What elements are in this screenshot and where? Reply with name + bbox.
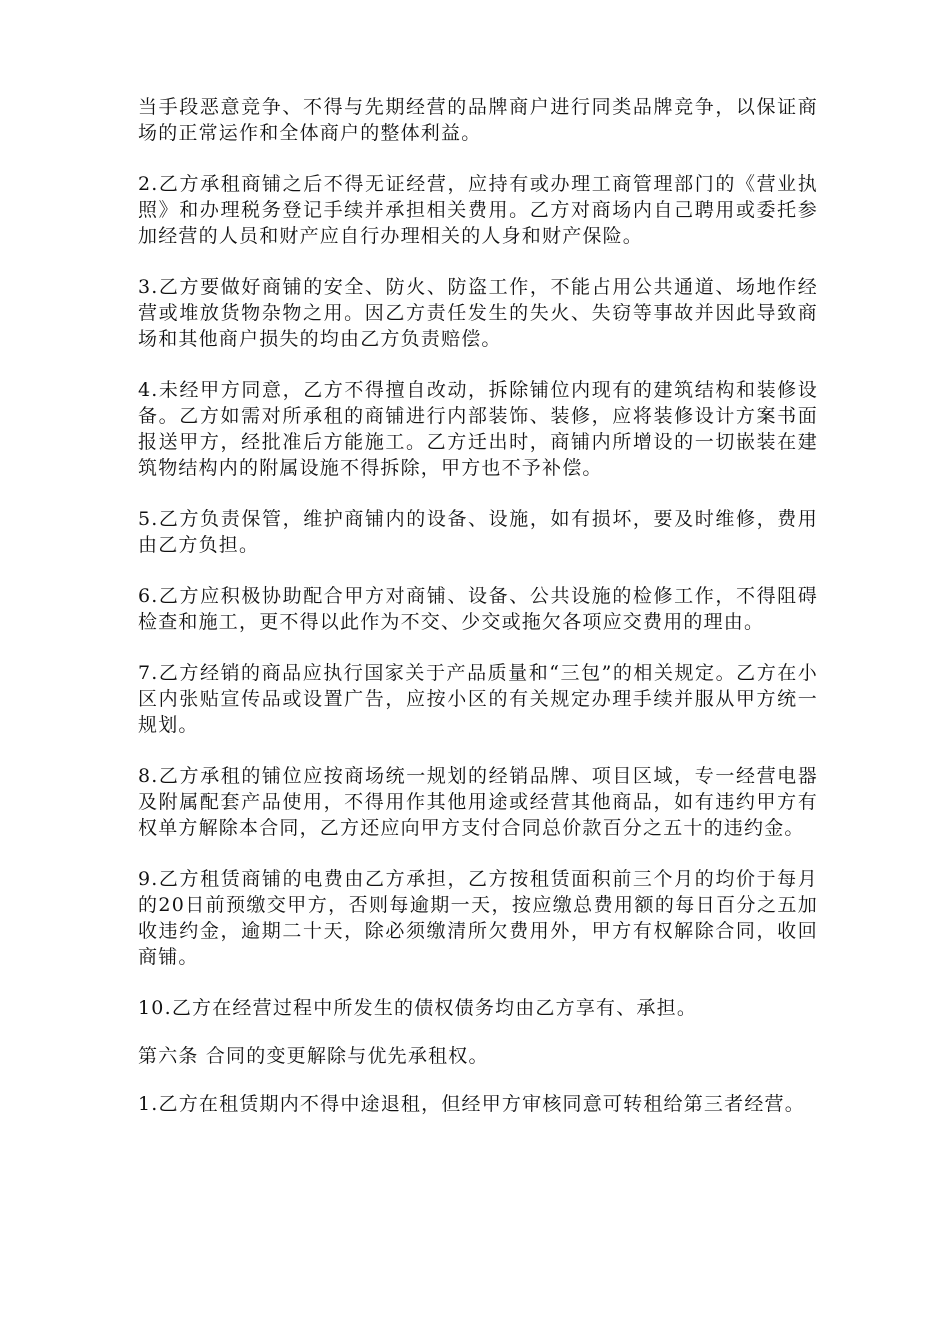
paragraph-clause-8: 8.乙方承租的铺位应按商场统一规划的经销品牌、项目区域，专一经营电器及附属配套产品使用，不得用作其他用途或经营其他商品，如有违约甲方有权单方解除本合同，乙方还应向甲方支付合同总价款百分之五十的违约金。: [138, 765, 818, 839]
document-body: [138, 94, 818, 1142]
paragraph-clause-4: 4.未经甲方同意，乙方不得擅自改动，拆除铺位内现有的建筑结构和装修设备。乙方如需对所承租的商铺进行内部装饰、装修，应将装修设计方案书面报送甲方，经批准后方能施工。乙方迁出时，商铺内所增设的一切嵌装在建筑物结构内的附属设施不得拆除，甲方也不予补偿。: [138, 379, 818, 479]
paragraph-clause-9: 9.乙方租赁商铺的电费由乙方承担，乙方按租赁面积前三个月的均价于每月的20日前预缴交甲方，否则每逾期一天，按应缴总费用额的每日百分之五加收违约金，逾期二十天，除必须缴清所欠费用外，甲方有权解除合同，收回商铺。: [138, 868, 818, 968]
paragraph-clause-6: 6.乙方应积极协助配合甲方对商铺、设备、公共设施的检修工作，不得阻碍检查和施工，更不得以此作为不交、少交或拖欠各项应交费用的理由。: [138, 585, 818, 633]
paragraph-clause-10: 10.乙方在经营过程中所发生的债权债务均由乙方享有、承担。: [138, 997, 698, 1019]
section-heading-article-6: 第六条 合同的变更解除与优先承租权。: [138, 1045, 489, 1067]
paragraph-clause-2: 2.乙方承租商铺之后不得无证经营，应持有或办理工商管理部门的《营业执照》和办理税务登记手续并承担相关费用。乙方对商场内自己聘用或委托参加经营的人员和财产应自行办理相关的人身和财产保险。: [138, 173, 818, 247]
paragraph-clause-3: 3.乙方要做好商铺的安全、防火、防盗工作，不能占用公共通道、场地作经营或堆放货物杂物之用。因乙方责任发生的失火、失窃等事故并因此导致商场和其他商户损失的均由乙方负责赔偿。: [138, 276, 818, 350]
paragraph-clause-7: 7.乙方经销的商品应执行国家关于产品质量和“三包”的相关规定。乙方在小区内张贴宣传品或设置广告，应按小区的有关规定办理手续并服从甲方统一规划。: [138, 662, 818, 736]
paragraph-clause-5: 5.乙方负责保管，维护商铺内的设备、设施，如有损坏，要及时维修，费用由乙方负担。: [138, 508, 818, 556]
paragraph-continuation: 当手段恶意竞争、不得与先期经营的品牌商户进行同类品牌竞争，以保证商场的正常运作和全体商户的整体利益。: [138, 96, 818, 144]
paragraph-article-6-clause-1: 1.乙方在租赁期内不得中途退租，但经甲方审核同意可转租给第三者经营。: [138, 1093, 805, 1115]
